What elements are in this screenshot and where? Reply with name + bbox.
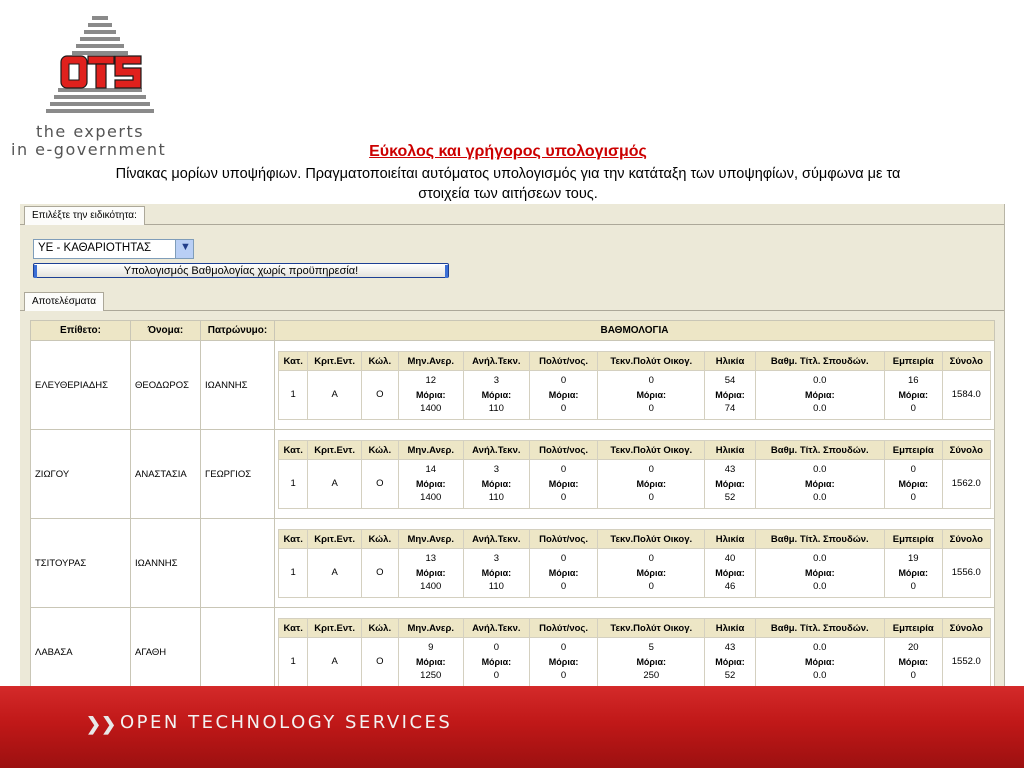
score-values-row [279, 549, 991, 598]
score-header: Πολύτ/νος. [529, 352, 597, 371]
moria-label: Μόρια: [636, 390, 667, 400]
table-row [31, 608, 995, 693]
score-header: Κώλ. [361, 441, 398, 460]
score-kat: 1 [279, 638, 308, 687]
score-polyt [529, 371, 597, 420]
score-anil [463, 460, 529, 509]
score-header: Βαθμ. Τίτλ. Σπουδών. [755, 352, 884, 371]
score-header: Κώλ. [361, 619, 398, 638]
cell-surname: ΕΛΕΥΘΕΡΙΑΔΗΣ [31, 341, 131, 430]
score-value: 0.0 [813, 375, 827, 386]
logo-tagline-1: the experts [36, 122, 145, 141]
score-header: Σύνολο [942, 619, 990, 638]
tab-specialty[interactable]: Επιλέξτε την ειδικότητα: [24, 206, 145, 225]
score-header: Εμπειρία [884, 352, 942, 371]
moria-label: Μόρια: [804, 390, 835, 400]
score-header: Ανήλ.Τεκν. [463, 619, 529, 638]
score-header: Τεκν.Πολύτ Οικογ. [598, 619, 705, 638]
score-header: Σύνολο [942, 352, 990, 371]
moria-value: 0 [648, 403, 654, 414]
score-anil [463, 549, 529, 598]
moria-value: 0 [910, 403, 916, 414]
moria-value: 74 [724, 403, 736, 414]
score-value: 3 [493, 553, 499, 564]
subtitle-line-1: Πίνακας μορίων υποψήφιων. Πραγματοποιείται αυτόματος υπολογισμός για την κατάταξη των υποψηφίων, σύμφωνα με τα [115, 166, 901, 182]
score-value: 5 [648, 642, 654, 653]
moria-value: 1400 [420, 403, 442, 414]
score-values-row [279, 638, 991, 687]
moria-value: 0.0 [813, 492, 827, 503]
moria-label: Μόρια: [898, 657, 929, 667]
cell-name: ΘΕΟΔΩΡΟΣ [131, 341, 201, 430]
logo-tagline-2: in e-government [11, 140, 167, 159]
score-exp [884, 638, 942, 687]
score-kol: Ο [361, 549, 398, 598]
score-polyt [529, 460, 597, 509]
specialty-select[interactable] [33, 239, 194, 259]
moria-label: Μόρια: [481, 479, 512, 489]
moria-value: 52 [724, 670, 736, 681]
score-value: 54 [724, 375, 736, 386]
moria-value: 110 [488, 403, 504, 414]
score-kat: 1 [279, 549, 308, 598]
results-tabbar [20, 290, 1004, 311]
score-value: 14 [425, 464, 437, 475]
score-header: Εμπειρία [884, 619, 942, 638]
col-surname[interactable]: Επίθετο: [31, 321, 131, 341]
score-value: 0.0 [813, 553, 827, 564]
score-value: 3 [493, 375, 499, 386]
score-header-row [279, 352, 991, 371]
score-header: Τεκν.Πολύτ Οικογ. [598, 352, 705, 371]
moria-label: Μόρια: [804, 479, 835, 489]
score-values-row [279, 371, 991, 420]
score-header: Τεκν.Πολύτ Οικογ. [598, 530, 705, 549]
col-score[interactable]: ΒΑΘΜΟΛΟΓΙΑ [275, 321, 995, 341]
moria-value: 110 [488, 581, 504, 592]
score-anerg [398, 638, 463, 687]
score-titl [755, 638, 884, 687]
moria-value: 0.0 [813, 581, 827, 592]
moria-label: Μόρια: [415, 568, 446, 578]
score-header: Ηλικία [705, 530, 755, 549]
cell-surname: ΤΣΙΤΟΥΡΑΣ [31, 519, 131, 608]
score-value: 13 [425, 553, 437, 564]
score-value: 0 [648, 464, 654, 475]
score-value: 0 [910, 464, 916, 475]
score-header: Βαθμ. Τίτλ. Σπουδών. [755, 441, 884, 460]
score-value: 0.0 [813, 642, 827, 653]
moria-value: 52 [724, 492, 736, 503]
score-header: Εμπειρία [884, 441, 942, 460]
moria-label: Μόρια: [715, 568, 745, 578]
score-header: Κριτ.Εντ. [308, 352, 362, 371]
moria-value: 1400 [420, 492, 442, 503]
moria-label: Μόρια: [636, 479, 667, 489]
score-header: Μην.Ανερ. [398, 619, 463, 638]
tab-results[interactable]: Αποτελέσματα [24, 292, 104, 311]
score-value: 0 [648, 553, 654, 564]
dropdown-button[interactable] [175, 240, 193, 258]
score-kol: Ο [361, 638, 398, 687]
moria-value: 0 [648, 492, 654, 503]
score-krit: Α [308, 460, 362, 509]
score-header: Ηλικία [705, 441, 755, 460]
score-header: Βαθμ. Τίτλ. Σπουδών. [755, 619, 884, 638]
score-header: Ηλικία [705, 352, 755, 371]
moria-value: 0 [560, 403, 567, 414]
moria-label: Μόρια: [804, 568, 835, 578]
col-father[interactable]: Πατρώνυμο: [201, 321, 275, 341]
score-teknpolyt [598, 549, 705, 598]
score-header-row [279, 441, 991, 460]
moria-value: 0 [560, 581, 567, 592]
cell-father: ΓΕΩΡΓΙΟΣ [201, 430, 275, 519]
score-krit: Α [308, 638, 362, 687]
score-header: Κατ. [279, 619, 308, 638]
score-value: 20 [907, 642, 919, 653]
score-header: Μην.Ανερ. [398, 441, 463, 460]
moria-value: 0 [493, 670, 499, 681]
score-breakdown-table [278, 351, 991, 420]
score-total: 1552.0 [942, 638, 990, 687]
score-values-row [279, 460, 991, 509]
score-krit: Α [308, 549, 362, 598]
moria-value: 46 [724, 581, 736, 592]
score-header: Κώλ. [361, 352, 398, 371]
moria-label: Μόρια: [715, 390, 745, 400]
moria-value: 1400 [420, 581, 442, 592]
score-header: Ανήλ.Τεκν. [463, 352, 529, 371]
ots-logo [8, 8, 198, 158]
company-name: OPEN TECHNOLOGY SERVICES [120, 712, 453, 733]
footer-banner [0, 686, 1024, 768]
score-age [705, 460, 755, 509]
results-header-row [31, 321, 995, 341]
score-breakdown-table [278, 529, 991, 598]
score-header: Σύνολο [942, 441, 990, 460]
cell-name: ΑΝΑΣΤΑΣΙΑ [131, 430, 201, 519]
score-age [705, 638, 755, 687]
score-header: Τεκν.Πολύτ Οικογ. [598, 441, 705, 460]
moria-label: Μόρια: [636, 657, 667, 667]
page-headline: Εύκολος και γρήγορος υπολογισμός [369, 143, 647, 160]
moria-value: 0 [648, 581, 654, 592]
score-age [705, 549, 755, 598]
score-anerg [398, 549, 463, 598]
score-value: 0.0 [813, 464, 827, 475]
specialty-select-value: ΥΕ - ΚΑΘΑΡΙΟΤΗΤΑΣ [38, 242, 152, 254]
score-header-row [279, 530, 991, 549]
cell-name: ΑΓΑΘΗ [131, 608, 201, 693]
moria-value: 0.0 [813, 670, 827, 681]
cell-score [275, 519, 995, 608]
score-value: 16 [907, 375, 919, 386]
moria-value: 0 [910, 670, 916, 681]
score-value: 0 [560, 553, 567, 564]
score-value: 9 [428, 642, 434, 653]
table-row [31, 430, 995, 519]
moria-label: Μόρια: [898, 479, 929, 489]
moria-label: Μόρια: [898, 390, 929, 400]
score-header: Πολύτ/νος. [529, 530, 597, 549]
score-header: Κατ. [279, 441, 308, 460]
score-value: 43 [724, 464, 736, 475]
score-value: 3 [493, 464, 499, 475]
score-anerg [398, 460, 463, 509]
moria-label: Μόρια: [548, 390, 579, 400]
cell-score [275, 430, 995, 519]
page-subtitle [30, 164, 986, 204]
score-anerg [398, 371, 463, 420]
moria-label: Μόρια: [481, 390, 512, 400]
score-header: Κριτ.Εντ. [308, 619, 362, 638]
cell-score [275, 341, 995, 430]
moria-label: Μόρια: [548, 657, 579, 667]
score-krit: Α [308, 371, 362, 420]
moria-label: Μόρια: [548, 479, 579, 489]
score-kol: Ο [361, 460, 398, 509]
score-exp [884, 549, 942, 598]
score-value: 0 [493, 642, 499, 653]
score-header: Ανήλ.Τεκν. [463, 441, 529, 460]
cell-surname: ΛΑΒΑΣΑ [31, 608, 131, 693]
ots-logo-mark [8, 8, 198, 120]
subtitle-line-2: στοιχεία των αιτήσεων τους. [418, 186, 598, 202]
double-chevron-icon: ❯❯ [86, 714, 117, 734]
score-anil [463, 371, 529, 420]
moria-label: Μόρια: [715, 479, 745, 489]
score-titl [755, 460, 884, 509]
calculate-score-button[interactable]: Υπολογισμός Βαθμολογίας χωρίς προϋπηρεσία! [33, 263, 449, 278]
score-header: Μην.Ανερ. [398, 352, 463, 371]
score-breakdown-table [278, 618, 991, 687]
score-header-row [279, 619, 991, 638]
moria-value: 0 [560, 670, 567, 681]
moria-value: 0 [560, 492, 567, 503]
score-titl [755, 371, 884, 420]
score-header: Ανήλ.Τεκν. [463, 530, 529, 549]
score-kat: 1 [279, 460, 308, 509]
moria-label: Μόρια: [898, 568, 929, 578]
score-value: 0 [560, 642, 567, 653]
cell-name: ΙΩΑΝΝΗΣ [131, 519, 201, 608]
score-header: Μην.Ανερ. [398, 530, 463, 549]
score-kol: Ο [361, 371, 398, 420]
score-header: Πολύτ/νος. [529, 619, 597, 638]
moria-label: Μόρια: [415, 390, 446, 400]
col-name[interactable]: Όνομα: [131, 321, 201, 341]
score-header: Ηλικία [705, 619, 755, 638]
score-header: Βαθμ. Τίτλ. Σπουδών. [755, 530, 884, 549]
score-teknpolyt [598, 371, 705, 420]
cell-father: ΙΩΑΝΝΗΣ [201, 341, 275, 430]
moria-value: 1250 [420, 670, 442, 681]
score-header: Κριτ.Εντ. [308, 441, 362, 460]
cell-surname: ΖΙΩΓΟΥ [31, 430, 131, 519]
score-value: 19 [907, 553, 919, 564]
score-value: 40 [724, 553, 736, 564]
moria-value: 110 [488, 492, 504, 503]
score-anil [463, 638, 529, 687]
app-panel [20, 204, 1005, 692]
moria-value: 0.0 [813, 403, 827, 414]
moria-label: Μόρια: [481, 657, 512, 667]
score-breakdown-table [278, 440, 991, 509]
cell-father [201, 519, 275, 608]
score-header: Πολύτ/νος. [529, 441, 597, 460]
moria-value: 250 [643, 670, 660, 681]
score-total: 1556.0 [942, 549, 990, 598]
score-polyt [529, 638, 597, 687]
table-row [31, 519, 995, 608]
score-header: Κριτ.Εντ. [308, 530, 362, 549]
score-exp [884, 371, 942, 420]
score-age [705, 371, 755, 420]
score-value: 12 [425, 375, 437, 386]
results-table [30, 320, 995, 692]
moria-label: Μόρια: [636, 568, 667, 578]
score-teknpolyt [598, 460, 705, 509]
moria-label: Μόρια: [804, 657, 835, 667]
score-header: Εμπειρία [884, 530, 942, 549]
moria-label: Μόρια: [481, 568, 512, 578]
score-polyt [529, 549, 597, 598]
cell-score [275, 608, 995, 693]
table-row [31, 341, 995, 430]
chevron-down-icon: ▼ [180, 241, 191, 253]
score-value: 0 [648, 375, 654, 386]
score-total: 1562.0 [942, 460, 990, 509]
moria-value: 0 [910, 581, 916, 592]
score-teknpolyt [598, 638, 705, 687]
moria-value: 0 [910, 492, 916, 503]
cell-father [201, 608, 275, 693]
score-header: Κώλ. [361, 530, 398, 549]
score-exp [884, 460, 942, 509]
score-header: Κατ. [279, 352, 308, 371]
score-value: 0 [560, 375, 567, 386]
score-titl [755, 549, 884, 598]
score-total: 1584.0 [942, 371, 990, 420]
score-header: Σύνολο [942, 530, 990, 549]
moria-label: Μόρια: [715, 657, 745, 667]
score-value: 43 [724, 642, 736, 653]
moria-label: Μόρια: [548, 568, 579, 578]
moria-label: Μόρια: [415, 657, 446, 667]
moria-label: Μόρια: [415, 479, 446, 489]
specialty-tabbar [20, 204, 1004, 225]
score-value: 0 [560, 464, 567, 475]
score-header: Κατ. [279, 530, 308, 549]
score-kat: 1 [279, 371, 308, 420]
